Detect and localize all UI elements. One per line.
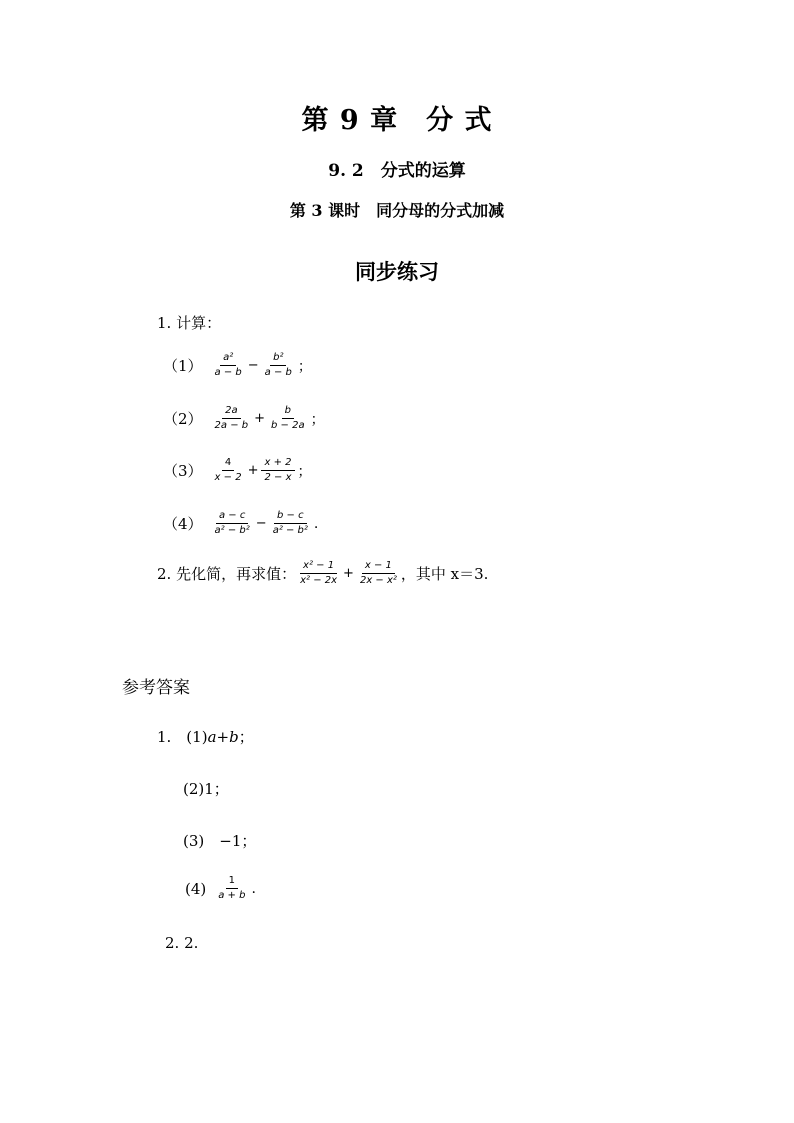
fraction: $\frac{b}{b - 2a}$ [271, 405, 305, 431]
question-1-title: 1. 计算： [157, 314, 222, 332]
answer-1-2: (2)1； [183, 780, 229, 798]
fraction: $\frac{x + 2}{2 - x}$ [261, 457, 294, 484]
fraction: $\frac{\text{x² − 1}}{\text{x² − 2x}}$ [300, 560, 338, 586]
question-1-item-3: （3） $\frac{4}{x - 2}$ + $\frac{x + 2}{2 - x}$ ； [163, 457, 312, 483]
answer-1-1: 1. (1)a+b； [157, 728, 254, 746]
fraction: $\frac{\text{b²}}{a - b}$ [264, 352, 292, 378]
fraction: $\frac{4}{x - 2}$ [214, 457, 242, 483]
question-2: 2. 先化简，再求值： $\frac{\text{x² − 1}}{\text{x² − 2x}}$ + $\frac{x - 1}{\text{2x − x²}}$ ，其中 x＝3. [157, 560, 489, 586]
fraction: $\frac{\text{a²}}{a - b}$ [214, 352, 242, 378]
answers-title: 参考答案 [122, 678, 190, 698]
fraction: $\frac{b - c}{\text{a² − b²}}$ [272, 510, 308, 536]
question-2-suffix: ，其中 x＝3. [400, 565, 489, 583]
fraction: $\frac{a - c}{\text{a² − b²}}$ [214, 510, 250, 536]
lesson-heading: 第 3 课时 同分母的分式加减 [289, 201, 505, 220]
practice-title: 同步练习 [355, 259, 439, 284]
chapter-heading [0, 98, 794, 137]
answer-2: 2. 2. [165, 934, 199, 952]
fraction: $\frac{x - 1}{\text{2x − x²}}$ [359, 560, 397, 586]
chapter-title: 分 式 [426, 105, 493, 136]
chapter-label: 第 9 章 [301, 105, 399, 136]
fraction: $\frac{2a}{2a - b}$ [214, 405, 249, 431]
question-1-item-2: （2） $\frac{2a}{2a - b}$ + $\frac{b}{b - 2a}$ ； [163, 405, 325, 431]
answer-1-3: (3) −1； [183, 832, 257, 850]
section-heading: 9. 2 分式的运算 [328, 161, 466, 181]
question-1-item-1: （1） $\frac{\text{a²}}{a - b}$ − $\frac{\text{b²}}{a - b}$ ； [163, 352, 312, 378]
fraction: $\frac{1}{a + b}$ [218, 875, 246, 901]
question-1-item-4: （4） $\frac{a - c}{\text{a² − b²}}$ − $\frac{b - c}{\text{a² − b²}}$ . [163, 510, 319, 536]
answer-1-4: (4) $\frac{1}{a + b}$ . [185, 875, 256, 901]
question-2-prefix: 2. 先化简，再求值： [157, 565, 297, 583]
